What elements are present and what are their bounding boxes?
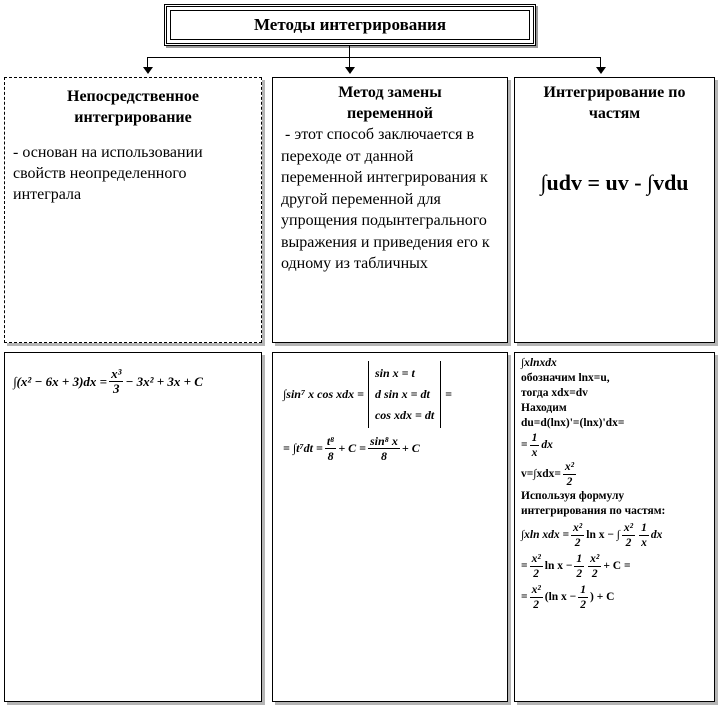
method-heading: Непосредственное интегрирование (67, 88, 199, 126)
arrow-middle (345, 67, 355, 74)
subst-lhs: ∫sin⁷ x cos xdx = (283, 387, 364, 401)
fraction-numerator: sin⁸ x (370, 434, 398, 448)
parts-text: + C = (603, 560, 631, 572)
parts-line (521, 460, 708, 489)
parts-line: ∫xlnxdx (521, 357, 557, 369)
fraction-numerator: x³ (111, 366, 122, 381)
fraction-denominator: x (641, 537, 647, 549)
connector-stem (349, 46, 350, 57)
parts-text: = (521, 439, 528, 451)
parts-formula: ∫udv = uv - ∫vdu (540, 170, 689, 195)
fraction-denominator: 2 (625, 537, 632, 549)
parts-line: du=d(lnx)'=(lnx)'dx= (521, 417, 625, 429)
fraction-denominator: 2 (591, 568, 598, 580)
subst-end: + C (401, 441, 420, 455)
direct-formula (13, 367, 253, 396)
system-row: sin x = t (374, 366, 415, 380)
subst-eq: = (445, 387, 452, 401)
parts-line: Используя формулу (521, 490, 625, 502)
title-box (164, 4, 536, 46)
fraction-numerator: 1 (580, 584, 586, 596)
parts-text: = (521, 591, 528, 603)
system-row: cos xdx = dt (374, 408, 435, 422)
method-heading: Интегрирование по частям (543, 84, 686, 122)
fraction-denominator: x (531, 447, 538, 459)
fraction-denominator: 8 (327, 449, 334, 463)
fraction-denominator: 2 (576, 568, 583, 580)
fraction-numerator: x² (531, 584, 541, 596)
method-description: - основан на использовании свойств неопределенного интеграла (13, 144, 203, 203)
diagram-title: Методы интегрирования (253, 15, 447, 34)
example-card-direct (4, 352, 262, 702)
subst-mid: + C = (338, 441, 367, 455)
fraction-numerator: 1 (531, 432, 538, 444)
fraction-numerator: x² (564, 461, 575, 473)
parts-text: v=∫xdx= (521, 468, 561, 480)
fraction-denominator: 2 (533, 599, 540, 611)
fraction-denominator: 2 (580, 599, 586, 611)
method-card-parts (514, 77, 715, 343)
direct-fraction (109, 367, 123, 396)
parts-line (521, 521, 708, 550)
direct-lhs: ∫(x² − 6x + 3)dx = (13, 373, 108, 389)
connector-bar (147, 57, 601, 58)
substitution-system (368, 361, 441, 428)
parts-text: ln x − ∫ (586, 529, 620, 541)
example-card-parts (514, 352, 715, 702)
method-card-substitution (272, 77, 508, 343)
parts-text: (ln x − (544, 591, 577, 603)
parts-line (521, 431, 708, 460)
parts-text: ) + C (590, 591, 615, 603)
parts-line (521, 552, 708, 581)
parts-text: ln x − (544, 560, 573, 572)
fraction-numerator: 1 (641, 522, 647, 534)
subst-fraction-2 (368, 434, 400, 463)
parts-line: тогда xdx=dv (521, 387, 588, 399)
method-description: - этот способ заключается в переходе от данной переменной интегрирования к другой переменной для упрощения подынтегрального выражения и приведения его к одному из табличных (281, 126, 494, 272)
fraction-numerator: 1 (576, 553, 583, 565)
fraction-denominator: 2 (566, 476, 573, 488)
fraction-numerator: x² (590, 553, 600, 565)
arrow-right (596, 67, 606, 74)
system-row: d sin x = dt (374, 387, 430, 401)
parts-line (521, 583, 708, 612)
method-card-direct (4, 77, 262, 343)
subst-fraction-1 (325, 434, 337, 463)
arrow-left (143, 67, 153, 74)
fraction-denominator: 8 (380, 449, 387, 463)
fraction-numerator: x² (623, 522, 634, 534)
fraction-numerator: x² (531, 553, 541, 565)
fraction-denominator: 3 (113, 381, 120, 396)
subst-line-2 (283, 434, 497, 463)
example-card-substitution (272, 352, 508, 702)
method-heading: Метод замены переменной (338, 84, 442, 122)
subst-line-1 (283, 361, 497, 428)
fraction-numerator: x² (573, 522, 583, 534)
parts-line: Находим (521, 402, 567, 414)
subst-line2-lhs: = ∫t⁷dt = (283, 441, 323, 455)
parts-line: обозначим lnx=u, (521, 372, 610, 384)
fraction-denominator: 2 (574, 537, 581, 549)
parts-text: dx (541, 439, 553, 451)
direct-rest: − 3x² + 3x + C (125, 373, 203, 389)
fraction-denominator: 2 (533, 568, 540, 580)
fraction-numerator: t⁸ (326, 434, 335, 448)
parts-text: ∫xln xdx = (521, 529, 570, 541)
parts-line: интегрирования по частям: (521, 505, 666, 517)
parts-text: = (521, 560, 528, 572)
parts-steps (521, 356, 708, 612)
parts-text: dx (650, 529, 663, 541)
